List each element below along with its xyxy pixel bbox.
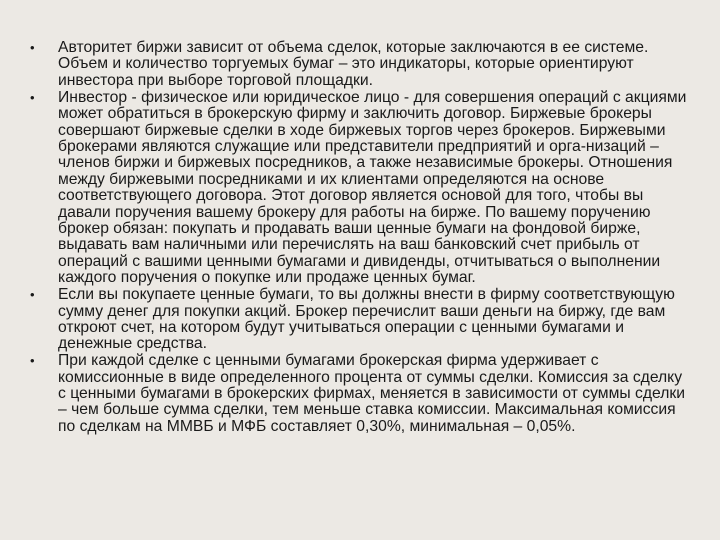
bullet-item-exchange-authority <box>28 40 694 89</box>
bullet-text: Если вы покупаете ценные бумаги, то вы должны внести в фирму соответствующую сумму денег для покупки акций. Брокер перечислит ваши деньги на биржу, где вам откроют счет, на котором будут учитываться операции с ценными бумагами и денежные средства. <box>58 286 675 353</box>
bullet-text: При каждой сделке с ценными бумагами брокерская фирма удерживает с комиссионные в виде определенного процента от суммы сделки. Комиссия за сделку с ценными бумагами в брокерских фирмах, меняется в зависимости от суммы сделки – чем больше сумма сделки, тем меньше ставка комиссии. Максимальная комиссия по сделкам на ММВБ и МФБ составляет 0,30%, минимальная – 0,05%. <box>58 352 685 435</box>
bullet-item-buying-securities <box>28 287 694 353</box>
bullet-text: Авторитет биржи зависит от объема сделок, которые заключаются в ее системе. Объем и количество торгуемых бумаг – это индикаторы, которые ориентируют инвестора при выборе торговой площадки. <box>58 39 649 89</box>
bullet-list <box>28 40 694 436</box>
bullet-text: Инвестор - физическое или юридическое лицо - для совершения операций с акциями может обратиться в брокерскую фирму и заключить договор. Биржевые брокеры совершают биржевые сделки в ходе биржевых торгов через брокеров. Биржевыми брокерами являются служащие или представители предприятий и орга-низаций – членов биржи и биржевых посредников, а также независимые брокеры. Отношения между биржевыми посредниками и их клиентами определяются на основе соответствующего договора. Этот договор является основой для того, чтобы вы давали поручения вашему брокеру для работы на бирже. По вашему поручению брокер обязан: покупать и продавать ваши ценные бумаги на фондовой бирже, выдавать вам наличными или перечислять на ваш банковский счет прибыль от операций с вашими ценными бумагами и дивиденды, отчитываться о выполнении каждого поручения о покупке или продаже ценных бумаг. <box>58 88 687 287</box>
bullet-marker: • <box>30 40 35 55</box>
bullet-marker: • <box>30 287 35 303</box>
bullet-marker: • <box>30 89 35 105</box>
bullet-item-commission <box>28 353 694 435</box>
bullet-marker: • <box>30 353 35 369</box>
bullet-item-investor-broker <box>28 90 694 287</box>
